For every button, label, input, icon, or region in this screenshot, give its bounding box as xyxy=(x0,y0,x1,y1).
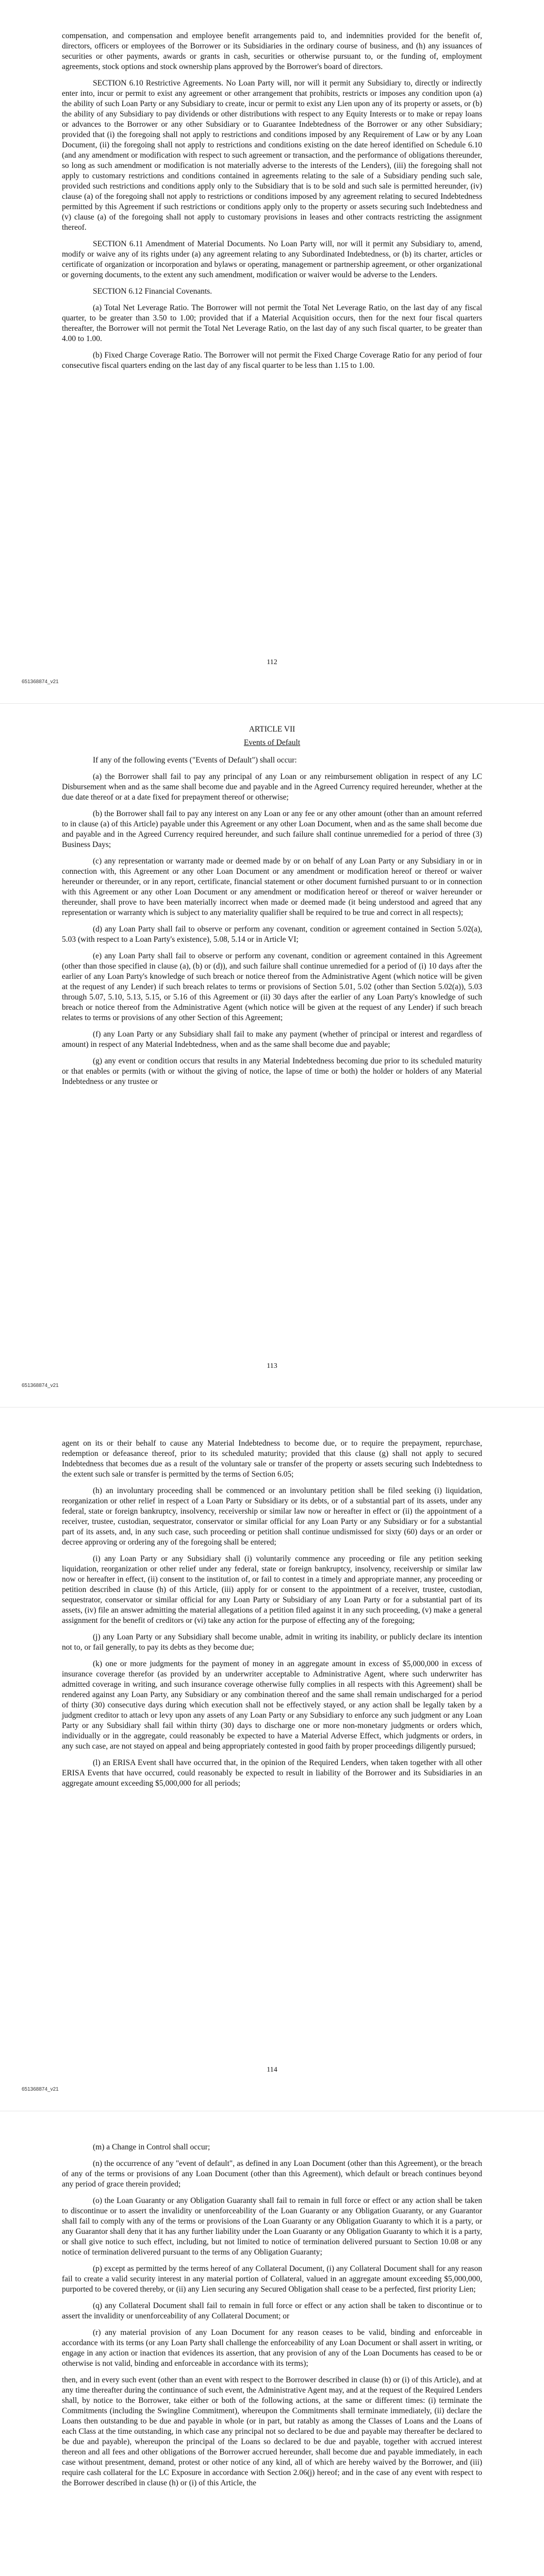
page-content xyxy=(62,724,482,1093)
page-content xyxy=(62,2142,482,2495)
clause-d: (d) any Loan Party shall fail to observe or perform any covenant, condition or agreement contained in Section 5.02(a), 5.03 (with respect to a Loan Party's existence), 5.08, 5.14 or in Article VI; xyxy=(62,925,482,944)
clause-b: (b) the Borrower shall fail to pay any interest on any Loan or any fee or any other amount (other than an amount referred to in clause (a) of this Article) payable under this Agreement or any other Loan Document, when and as the same shall become due and payable and in the Agreed Currency required hereunder, and such failure shall continue unremedied for a period of three (3) Business Days; xyxy=(62,809,482,849)
doc-id: 651368874_v21 xyxy=(22,2087,59,2092)
page-number: 113 xyxy=(267,1362,277,1370)
clause-b-coverage: (b) Fixed Charge Coverage Ratio. The Borrower will not permit the Fixed Charge Coverage Ratio for any period of four consecutive fiscal quarters ending on the last day of any fiscal quarter to be less than 1.15 to 1.00. xyxy=(62,351,482,370)
doc-id: 651368874_v21 xyxy=(22,679,59,685)
page-114 xyxy=(0,1408,544,2111)
clause-g: (g) any event or condition occurs that results in any Material Indebtedness becoming due prior to its scheduled maturity or that enables or permits (with or without the giving of notice, the lapse of time or both) the holder or holders of any Material Indebtedness or any trustee or xyxy=(62,1057,482,1086)
intro: If any of the following events ("Events of Default") shall occur: xyxy=(93,756,297,765)
clause-c: (c) any representation or warranty made or deemed made by or on behalf of any Loan Party or any Subsidiary in or in connection with, this Agreement or any other Loan Document or any amendment or modification hereof or thereof or waiver hereunder or thereunder, or in any report, certificate, financial statement or other document furnished pursuant to or in connection with this Agreement or any other Loan Document or any amendment or modification hereof or thereof or waiver hereunder or thereunder, shall prove to have been materially incorrect when made or deemed made (it being understood and agreed that any representation or warranty which is subject to any materiality qualifier shall be required to be true and correct in all respects); xyxy=(62,857,482,917)
clause-r: (r) any material provision of any Loan Document for any reason ceases to be valid, binding and enforceable in accordance with its terms (or any Loan Party shall challenge the enforceability of any Loan Document or shall assert in writing, or engage in any action or inaction that evidences its assertion, that any provision of any of the Loan Documents has ceased to be or otherwise is not valid, binding and enforceable in accordance with its terms); xyxy=(62,2328,482,2368)
page-number: 114 xyxy=(267,2066,277,2074)
clause-j: (j) any Loan Party or any Subsidiary shall become unable, admit in writing its inability, or publicly declare its intention not to, or fail generally, to pay its debts as they become due; xyxy=(62,1633,482,1652)
clause-o: (o) the Loan Guaranty or any Obligation Guaranty shall fail to remain in full force or effect or any action shall be taken to discontinue or to assert the invalidity or unenforceability of the Loan Guaranty or any Obligation Guaranty, or any Guarantor shall fail to comply with any of the terms or provisions of the Loan Guaranty or any Obligation Guaranty to which it is a party, or any Guarantor shall deny that it has any further liability under the Loan Guaranty or any Obligation Guaranty to which it is a party, or shall give notice to such effect, including, but not limited to notice of termination delivered pursuant to Section 10.08 or any notice of termination delivered pursuant to the terms of any Obligation Guaranty; xyxy=(62,2196,482,2257)
page-content xyxy=(62,31,482,377)
paragraph: compensation, and compensation and employee benefit arrangements paid to, and indemnities provided for the benefit of, directors, officers or employees of the Borrower or its Subsidiaries in the ordinary course of business, and (h) any issuances of securities or other payments, awards or grants in cash, securities or otherwise pursuant to, or the funding of, employment agreements, stock options and stock ownership plans approved by the Borrower's board of directors. xyxy=(62,31,482,71)
clause-k: (k) one or more judgments for the payment of money in an aggregate amount in excess of $5,000,000 in excess of insurance coverage therefor (as provided by an underwriter acceptable to Administrative Agent, where such underwriter has admitted coverage in writing, and such insurance coverage otherwise fully complies in all respects with this Agreement) shall be rendered against any Loan Party, any Subsidiary or any combination thereof and the same shall remain undischarged for a period of thirty (30) consecutive days during which execution shall not be effectively stayed, or any action shall be legally taken by a judgment creditor to attach or levy upon any assets of any Loan Party or any Subsidiary to enforce any such judgment or any Loan Party or any Subsidiary shall fail within thirty (30) days to discharge one or more non-monetary judgments or orders which, individually or in the aggregate, could reasonably be expected to have a Material Adverse Effect, which judgments or orders, in any such case, are not stayed on appeal and being appropriately contested in good faith by proper proceedings diligently pursued; xyxy=(62,1659,482,1751)
section-6-10: SECTION 6.10 Restrictive Agreements. No Loan Party will, nor will it permit any Subsidiary to, directly or indirectly enter into, incur or permit to exist any agreement or other arrangement that prohibits, restricts or imposes any condition upon (a) the ability of such Loan Party or any Subsidiary to create, incur or permit to exist any Lien upon any of its property or assets, or (b) the ability of any Subsidiary to pay dividends or other distributions with respect to any Equity Interests or to make or repay loans or advances to the Borrower or any other Subsidiary or to Guarantee Indebtedness of the Borrower or any other Subsidiary; provided that (i) the foregoing shall not apply to restrictions and conditions imposed by any Requirement of Law or by any Loan Document, (ii) the foregoing shall not apply to restrictions and conditions existing on the date hereof identified on Schedule 6.10 (and any amendment or modification with respect to such agreement or transaction, and the performance of obligations thereunder, so long as such amendment or modification is not materially adverse to the interests of the Lenders), (iii) the foregoing shall not apply to customary restrictions and conditions contained in agreements relating to the sale of a Subsidiary pending such sale, provided such restrictions and conditions apply only to the Subsidiary that is to be sold and such sale is permitted hereunder, (iv) clause (a) of the foregoing shall not apply to restrictions or conditions imposed by any agreement relating to secured Indebtedness permitted by this Agreement if such restrictions or conditions apply only to the property or assets securing such Indebtedness and (v) clause (a) of the foregoing shall not apply to customary provisions in leases and other contracts restricting the assignment thereof. xyxy=(62,79,482,232)
article-subheading: Events of Default xyxy=(243,738,301,747)
paragraph: agent on its or their behalf to cause any Material Indebtedness to become due, or to require the prepayment, repurchase, redemption or defeasance thereof, prior to its scheduled maturity; provided that this clause (g) shall not apply to secured Indebtedness that becomes due as a result of the voluntary sale or transfer of the property or assets securing such Indebtedness to the extent such sale or transfer is permitted by the terms of Section 6.05; xyxy=(62,1439,482,1479)
clause-p: (p) except as permitted by the terms hereof of any Collateral Document, (i) any Collateral Document shall for any reason fail to create a valid security interest in any material portion of Collateral, valued in an aggregate amount exceeding $5,000,000, purported to be covered thereby, or (ii) any Lien securing any Secured Obligation shall cease to be a perfected, first priority Lien; xyxy=(62,2264,482,2294)
clause-h: (h) an involuntary proceeding shall be commenced or an involuntary petition shall be filed seeking (i) liquidation, reorganization or other relief in respect of a Loan Party or Subsidiary or its debts, or of a substantial part of its assets, under any federal, state or foreign bankruptcy, insolvency, receivership or similar law now or hereafter in effect or (ii) the appointment of a receiver, trustee, custodian, sequestrator, conservator or similar official for any Loan Party or any Subsidiary or for a substantial part of its assets, and, in any such case, such proceeding or petition shall continue undismissed for sixty (60) days or an order or decree approving or ordering any of the foregoing shall be entered; xyxy=(62,1486,482,1547)
doc-id: 651368874_v21 xyxy=(22,1383,59,1388)
clause-e: (e) any Loan Party shall fail to observe or perform any covenant, condition or agreement contained in this Agreement (other than those specified in clause (a), (b) or (d)), and such failure shall continue unremedied for a period of (i) 10 days after the earlier of any Loan Party's knowledge of such breach or notice thereof from the Administrative Agent (which notice will be given at the request of any Lender) if such breach relates to terms or provisions of Section 5.01, 5.02 (other than Section 5.02(a)), 5.03 through 5.07, 5.10, 5.13, 5.15, or 5.16 of this Agreement or (ii) 30 days after the earlier of any Loan Party's knowledge of such breach or notice thereof from the Administrative Agent (which notice will be given at the request of any Lender) if such breach relates to terms or provisions of any other Section of this Agreement; xyxy=(62,952,482,1022)
clause-a: (a) the Borrower shall fail to pay any principal of any Loan or any reimbursement obligation in respect of any LC Disbursement when and as the same shall become due and payable and in the Agreed Currency required hereunder, whether at the due date thereof or at a date fixed for prepayment thereof or otherwise; xyxy=(62,772,482,802)
section-6-11: SECTION 6.11 Amendment of Material Documents. No Loan Party will, nor will it permit any Subsidiary to, amend, modify or waive any of its rights under (a) any agreement relating to any Subordinated Indebtedness, or (b) its charter, articles or certificate of organization or incorporation and bylaws or operating, management or partnership agreement, or other organizational or governing documents, to the extent any such amendment, modification or waiver would be adverse to the Lenders. xyxy=(62,240,482,279)
section-6-12: SECTION 6.12 Financial Covenants. xyxy=(93,287,212,296)
clause-f: (f) any Loan Party or any Subsidiary shall fail to make any payment (whether of principal or interest and regardless of amount) in respect of any Material Indebtedness, when and as the same shall become due and payable; xyxy=(62,1030,482,1049)
page-115 xyxy=(0,2111,544,2576)
article-heading: ARTICLE VII xyxy=(249,725,295,734)
clause-n: (n) the occurrence of any "event of default", as defined in any Loan Document (other than this Agreement), or the breach of any of the terms or provisions of any Loan Document (other than this Agreement), which default or breach continues beyond any period of grace therein provided; xyxy=(62,2159,482,2189)
page-112 xyxy=(0,0,544,703)
page-content xyxy=(62,1438,482,1795)
clause-q: (q) any Collateral Document shall fail to remain in full force or effect or any action shall be taken to discontinue or to assert the invalidity or unenforceability of any Collateral Document; or xyxy=(62,2301,482,2320)
clause-a-leverage: (a) Total Net Leverage Ratio. The Borrower will not permit the Total Net Leverage Ratio, on the last day of any fiscal quarter, to be greater than 3.50 to 1.00; provided that if a Material Acquisition occurs, then for the next four fiscal quarters thereafter, the Borrower will not permit the Total Net Leverage Ratio, on the last day of any such fiscal quarter, to be greater than 4.00 to 1.00. xyxy=(62,303,482,343)
page-113 xyxy=(0,704,544,1407)
clause-m: (m) a Change in Control shall occur; xyxy=(93,2143,210,2151)
page-number: 112 xyxy=(267,658,277,666)
remedies-paragraph: then, and in every such event (other than an event with respect to the Borrower described in clause (h) or (i) of this Article), and at any time thereafter during the continuance of such event, the Administrative Agent may, and at the request of the Required Lenders shall, by notice to the Borrower, take either or both of the following actions, at the same or different times: (i) terminate the Commitments (including the Swingline Commitment), whereupon the Commitments shall terminate immediately, (ii) declare the Loans then outstanding to be due and payable in whole (or in part, but ratably as among the Classes of Loans and the Loans of each Class at the time outstanding, in which case any principal not so declared to be due and payable may thereafter be declared to be due and payable), whereupon the principal of the Loans so declared to be due and payable, together with accrued interest thereon and all fees and other obligations of the Borrower accrued hereunder, shall become due and payable immediately, in each case without presentment, demand, protest or other notice of any kind, all of which are hereby waived by the Borrower, and (iii) require cash collateral for the LC Exposure in accordance with Section 2.06(j) hereof; and in the case of any event with respect to the Borrower described in clause (h) or (i) of this Article, the xyxy=(62,2376,482,2487)
clause-l: (l) an ERISA Event shall have occurred that, in the opinion of the Required Lenders, when taken together with all other ERISA Events that have occurred, could reasonably be expected to result in liability of the Borrower and its Subsidiaries in an aggregate amount exceeding $5,000,000 for all periods; xyxy=(62,1758,482,1788)
clause-i: (i) any Loan Party or any Subsidiary shall (i) voluntarily commence any proceeding or file any petition seeking liquidation, reorganization or other relief under any federal, state or foreign bankruptcy, insolvency, receivership or similar law now or hereafter in effect, (ii) consent to the institution of, or fail to contest in a timely and appropriate manner, any proceeding or petition described in clause (h) of this Article, (iii) apply for or consent to the appointment of a receiver, trustee, custodian, sequestrator, conservator or similar official for any Loan Party or Subsidiary of any Loan Party or for a substantial part of its assets, (iv) file an answer admitting the material allegations of a petition filed against it in any such proceeding, (v) make a general assignment for the benefit of creditors or (vi) take any action for the purpose of effecting any of the foregoing; xyxy=(62,1554,482,1625)
